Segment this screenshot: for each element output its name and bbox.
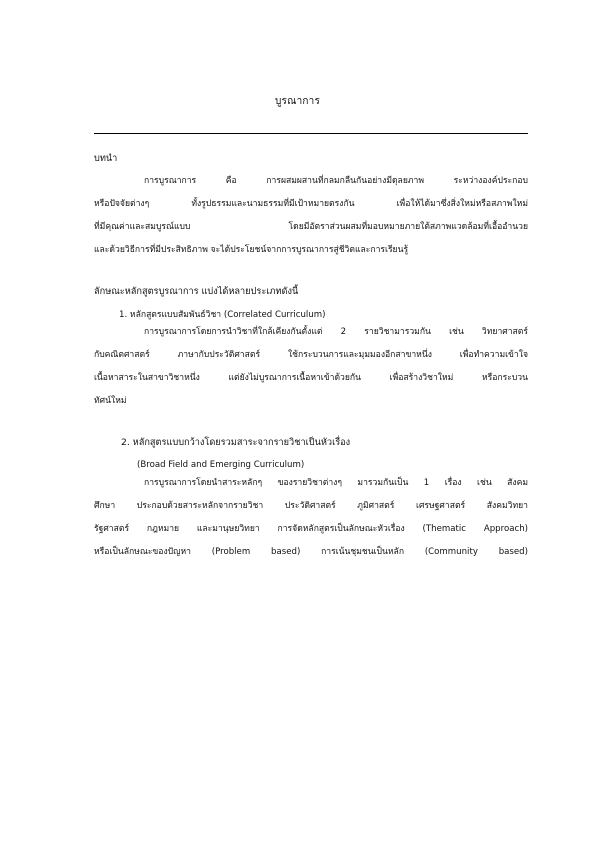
item2-line-1: การบูรณาการโดยนำสาระหลักๆ ของรายวิชาต่างๆ มารวมกันเป็น 1 เรื่อง เช่น สังคม: [144, 478, 528, 488]
title-divider: [94, 133, 528, 134]
intro-line-2: หรือปัจจัยต่างๆ ทั้งรูปธรรมและนามธรรมที่มีเป้าหมายตรงกัน เพื่อให้ได้มาซึ่งสิ่งใหม่หรือสภาพใหม่: [94, 199, 528, 209]
intro-line-4: และด้วยวิธีการที่มีประสิทธิภาพ จะได้ประโยชน์จากการบูรณาการสู่ชีวิตและการเรียนรู้: [94, 245, 409, 255]
section-heading: ลักษณะหลักสูตรบูรณาการ แบ่งได้หลายประเภทดังนี้: [94, 286, 299, 297]
intro-paragraph: [94, 170, 528, 262]
item1-line-3: เนื้อหาสาระในสาขาวิชาหนึ่ง แต่ยังไม่บูรณาการเนื้อหาเข้าด้วยกัน เพื่อสร้างวิชาใหม่ หรือกระบวน: [94, 373, 528, 383]
intro-line-3: ที่มีคุณค่าและสมบูรณ์แบบ โดยมีอัตราส่วนผสมที่มอบหมายภายใต้สภาพแวดล้อมที่เอื้ออำนวย: [94, 222, 528, 232]
item1-line-2: กับคณิตศาสตร์ ภาษากับประวัติศาสตร์ ใช้กระบวนการและมุมมองอีกสาขาหนึ่ง เพื่อทำความเข้าใจ: [94, 350, 528, 360]
item1-paragraph: [94, 321, 528, 413]
item1-line-1: การบูรณาการโดยการนำวิชาที่ใกล้เคียงกันตั้งแต่ 2 รายวิชามารวมกัน เช่น วิทยาศาสตร์: [144, 327, 528, 337]
page-title: บูรณาการ: [274, 96, 321, 107]
item2-subtitle: (Broad Field and Emerging Curriculum): [137, 460, 305, 470]
item2-line-4: หรือเป็นลักษณะของปัญหา (Problem based) การเน้นชุมชนเป็นหลัก (Community based): [94, 547, 528, 557]
item2-line-3: รัฐศาสตร์ กฎหมาย และมานุษยวิทยา การจัดหลักสูตรเป็นลักษณะหัวเรื่อง (Thematic Approach): [94, 524, 528, 534]
intro-heading: บทนำ: [94, 153, 118, 164]
item1-line-4: ทัศน์ใหม่: [94, 396, 127, 406]
item1-title: 1. หลักสูตรแบบสัมพันธ์วิชา (Correlated Curriculum): [119, 310, 326, 320]
item2-title: 2. หลักสูตรแบบกว้างโดยรวมสาระจากรายวิชาเป็นหัวเรื่อง: [121, 437, 351, 448]
item2-paragraph: [94, 472, 528, 564]
intro-line-1: การบูรณาการ คือ การผสมผสานที่กลมกลืนกันอย่างมีดุลยภาพ ระหว่างองค์ประกอบ: [144, 176, 528, 186]
item2-line-2: ศึกษา ประกอบด้วยสาระหลักจากรายวิชา ประวัติศาสตร์ ภูมิศาสตร์ เศรษฐศาสตร์ สังคมวิทยา: [94, 501, 528, 511]
